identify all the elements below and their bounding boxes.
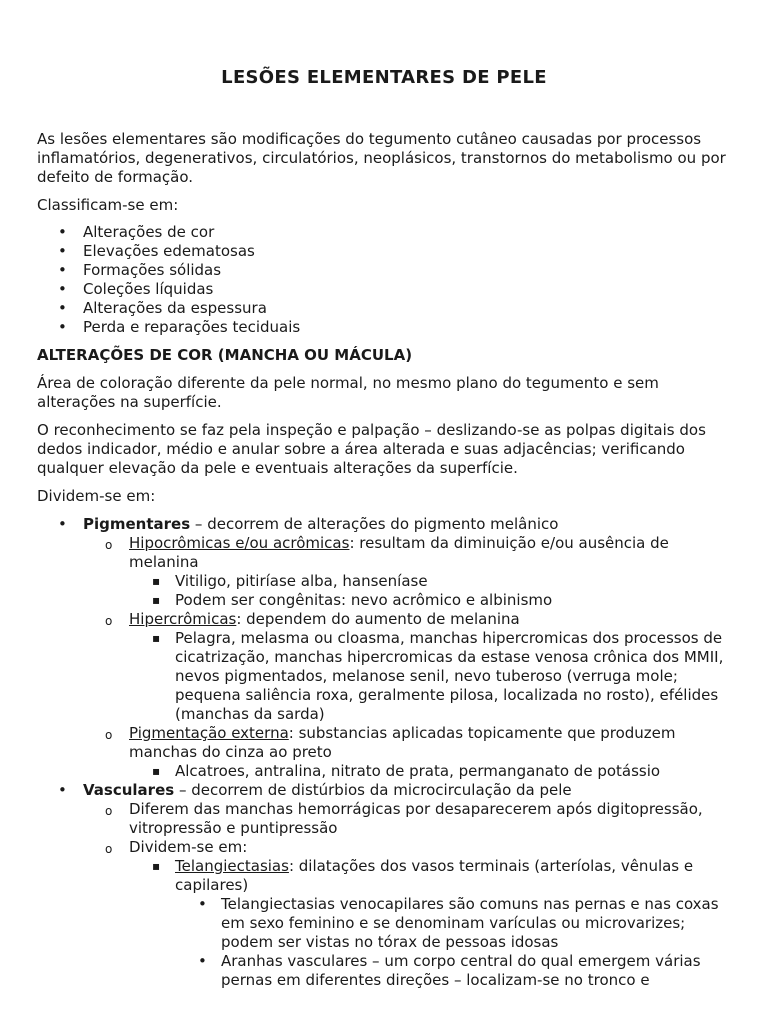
vasculares-desc: – decorrem de distúrbios da microcirculação da pele bbox=[174, 781, 572, 799]
section-paragraph-1: Área de coloração diferente da pele normal, no mesmo plano do tegumento e sem alterações na superfície. bbox=[37, 374, 659, 411]
divide-label: Dividem-se em: bbox=[37, 487, 156, 505]
hipercromicas-examples bbox=[129, 629, 737, 724]
term-telangiectasias: Telangiectasias bbox=[175, 857, 289, 875]
list-item: • Telangiectasias venocapilares são comuns nas pernas e nas coxas em sexo feminino e se denominam varículas ou microvarizes; podem ser vistas no tórax de pessoas idosas bbox=[175, 895, 737, 952]
term-pigmentacao-externa: Pigmentação externa bbox=[129, 724, 289, 742]
list-item: • Aranhas vasculares – um corpo central do qual emergem várias pernas em diferentes direções – localizam-se no tronco e bbox=[175, 952, 737, 990]
term-vasculares: Vasculares bbox=[83, 781, 175, 799]
list-item: • Coleções líquidas bbox=[37, 280, 737, 299]
classification-list bbox=[37, 223, 737, 337]
telangiectasias-desc: : dilatações dos vasos terminais (arteríolas, vênulas e capilares) bbox=[175, 857, 694, 894]
list-item: o Diferem das manchas hemorrágicas por desaparecerem após digitopressão, vitropressão e puntipressão bbox=[83, 800, 737, 838]
term-hipercromicas: Hipercrômicas bbox=[129, 610, 237, 628]
hipocromicas-examples bbox=[129, 572, 737, 610]
list-item: • Perda e reparações teciduais bbox=[37, 318, 737, 337]
list-item: • Formações sólidas bbox=[37, 261, 737, 280]
list-item: ▪ Pelagra, melasma ou cloasma, manchas hipercromicas dos processos de cicatrização, manchas hipercromicas da estase venosa crônica dos MMII, nevos pigmentados, melanose senil, nevo tuberoso (verruga mole; pequena saliência roxa, geralmente pilosa, localizada no rosto), efélides (manchas da sarda) bbox=[129, 629, 737, 724]
color-types-list bbox=[37, 515, 737, 990]
list-item-pigmentacao-externa bbox=[83, 724, 737, 781]
pigmentares-sublist bbox=[83, 534, 737, 781]
pigmentares-desc: – decorrem de alterações do pigmento melânico bbox=[190, 515, 559, 533]
vasculares-sublist bbox=[83, 800, 737, 990]
vasculares-types bbox=[129, 857, 737, 990]
section-heading: ALTERAÇÕES DE COR (MANCHA OU MÁCULA) bbox=[37, 346, 413, 364]
telangiectasias-examples bbox=[175, 895, 737, 990]
hipocromicas-desc: : resultam da diminuição e/ou ausência de melanina bbox=[129, 534, 669, 571]
pigmentacao-externa-examples bbox=[129, 762, 737, 781]
term-pigmentares: Pigmentares bbox=[83, 515, 191, 533]
pigmentacao-externa-desc: : substancias aplicadas topicamente que produzem manchas do cinza ao preto bbox=[129, 724, 676, 761]
vasculares-divide-label: Dividem-se em: bbox=[129, 838, 248, 856]
list-item: • Alterações da espessura bbox=[37, 299, 737, 318]
section-paragraph-2: O reconhecimento se faz pela inspeção e palpação – deslizando-se as polpas digitais dos dedos indicador, médio e anular sobre a área alterada e suas adjacências; verificando qualquer elevação da pele e eventuais alterações da superfície. bbox=[37, 421, 706, 477]
list-item-hipocromicas bbox=[83, 534, 737, 610]
list-item-pigmentares bbox=[37, 515, 737, 781]
classify-label: Classificam-se em: bbox=[37, 196, 179, 214]
page-title: LESÕES ELEMENTARES DE PELE bbox=[221, 67, 547, 88]
intro-paragraph: As lesões elementares são modificações do tegumento cutâneo causadas por processos inflamatórios, degenerativos, circulatórios, neoplásicos, transtornos do metabolismo ou por defeito de formação. bbox=[37, 130, 726, 186]
term-hipocromicas: Hipocrômicas e/ou acrômicas bbox=[129, 534, 350, 552]
list-item: ▪ Alcatroes, antralina, nitrato de prata, permanganato de potássio bbox=[129, 762, 737, 781]
list-item: • Alterações de cor bbox=[37, 223, 737, 242]
document-body bbox=[37, 130, 737, 990]
list-item-telangiectasias bbox=[129, 857, 737, 990]
list-item: ▪ Podem ser congênitas: nevo acrômico e albinismo bbox=[129, 591, 737, 610]
hipercromicas-desc: : dependem do aumento de melanina bbox=[236, 610, 520, 628]
list-item bbox=[83, 838, 737, 990]
list-item-hipercromicas bbox=[83, 610, 737, 724]
list-item-vasculares bbox=[37, 781, 737, 990]
list-item: ▪ Vitiligo, pitiríase alba, hanseníase bbox=[129, 572, 737, 591]
list-item: • Elevações edematosas bbox=[37, 242, 737, 261]
